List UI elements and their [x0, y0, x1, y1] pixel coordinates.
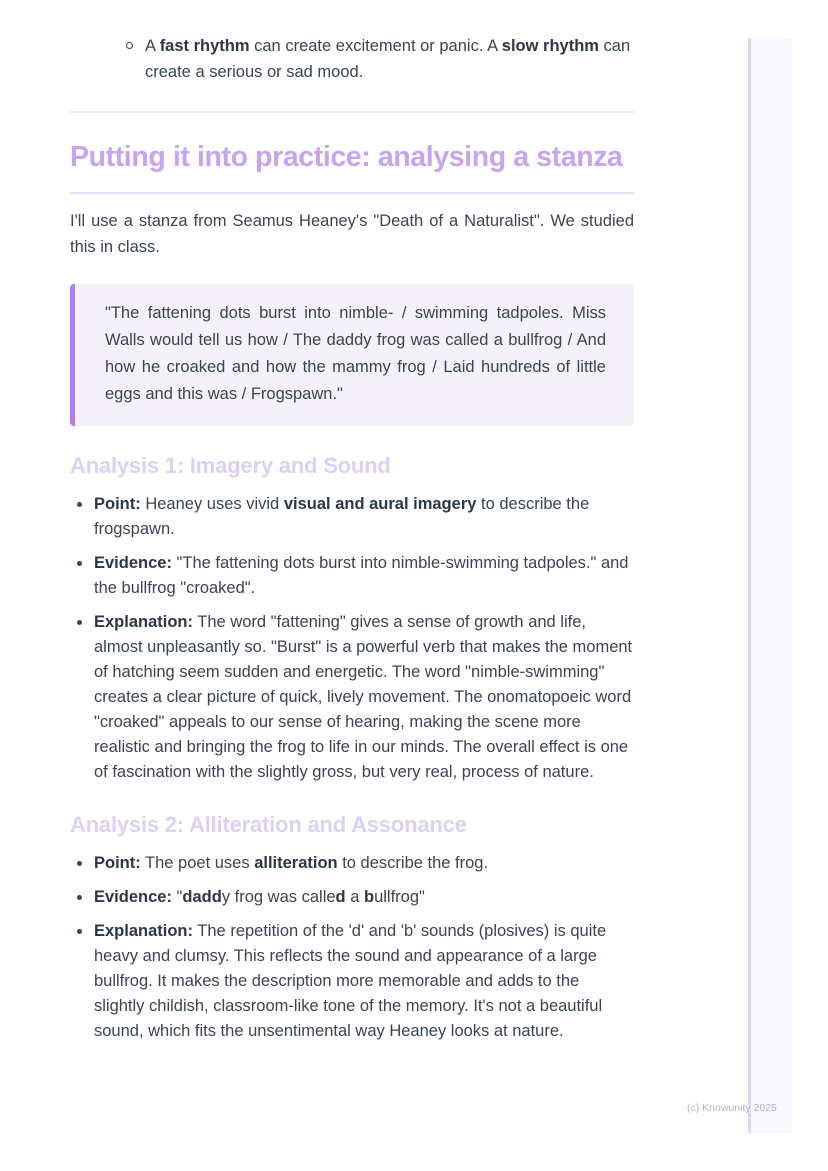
analysis-1-heading: Analysis 1: Imagery and Sound — [70, 453, 391, 478]
list-item-explanation — [70, 919, 634, 1044]
rhythm-note-bullet — [70, 33, 634, 85]
dot-bullet-icon — [77, 620, 82, 625]
list-item-text: Point: Heaney uses vivid visual and aural imagery to describe the frogspawn. — [94, 495, 590, 538]
list-item-text: Point: The poet uses alliteration to describe the frog. — [94, 854, 489, 872]
list-item-point — [70, 851, 634, 876]
analysis-2-list — [70, 851, 634, 1044]
circle-bullet-icon — [126, 42, 133, 49]
dot-bullet-icon — [77, 929, 82, 934]
dot-bullet-icon — [77, 895, 82, 900]
list-item-text: Explanation: The repetition of the 'd' and 'b' sounds (plosives) is quite heavy and clumsy. This reflects the sound and appearance of a large bullfrog. It makes the description more memorable and adds to the slightly childish, classroom-like tone of the memory. It's not a beautiful sound, which fits the unsentimental way Heaney looks at nature. — [94, 922, 607, 1040]
list-item-explanation — [70, 610, 634, 785]
list-item-text: Evidence: "The fattening dots burst into nimble-swimming tadpoles." and the bullfrog "croaked". — [94, 554, 629, 597]
copyright-watermark: (c) Knowunity 2025 — [687, 1102, 777, 1114]
section-divider — [70, 111, 634, 113]
page-edge-band — [748, 38, 792, 1133]
dot-bullet-icon — [77, 861, 82, 866]
stanza-quote: "The fattening dots burst into nimble- / swimming tadpoles. Miss Walls would tell us how / The daddy frog was called a bullfrog / And how he croaked and how the mammy frog / Laid hundreds of little eggs and this was / Frogspawn." — [70, 284, 634, 426]
list-item-text: Evidence: "daddy frog was called a bullfrog" — [94, 888, 425, 906]
document-content — [70, 0, 634, 1044]
list-item-text: Explanation: The word "fattening" gives a sense of growth and life, almost unpleasantly so. "Burst" is a powerful verb that makes the moment of hatching seem sudden and energetic. The word "nimble-swimming" creates a clear picture of quick, lively movement. The onomatopoeic word "croaked" appeals to our sense of hearing, making the scene more realistic and bringing the frog to life in our minds. The overall effect is one of fascination with the slightly gross, but very real, process of nature. — [94, 613, 633, 781]
list-item-point — [70, 492, 634, 542]
intro-paragraph: I'll use a stanza from Seamus Heaney's "Death of a Naturalist". We studied this in class. — [70, 212, 634, 256]
page-title: Putting it into practice: analysing a stanza — [70, 139, 634, 194]
analysis-2-heading: Analysis 2: Alliteration and Assonance — [70, 812, 467, 837]
dot-bullet-icon — [77, 561, 82, 566]
list-item-evidence — [70, 551, 634, 601]
analysis-1-list — [70, 492, 634, 785]
rhythm-note-text: A fast rhythm can create excitement or panic. A slow rhythm can create a serious or sad mood. — [145, 37, 631, 81]
dot-bullet-icon — [77, 502, 82, 507]
list-item-evidence — [70, 885, 634, 910]
